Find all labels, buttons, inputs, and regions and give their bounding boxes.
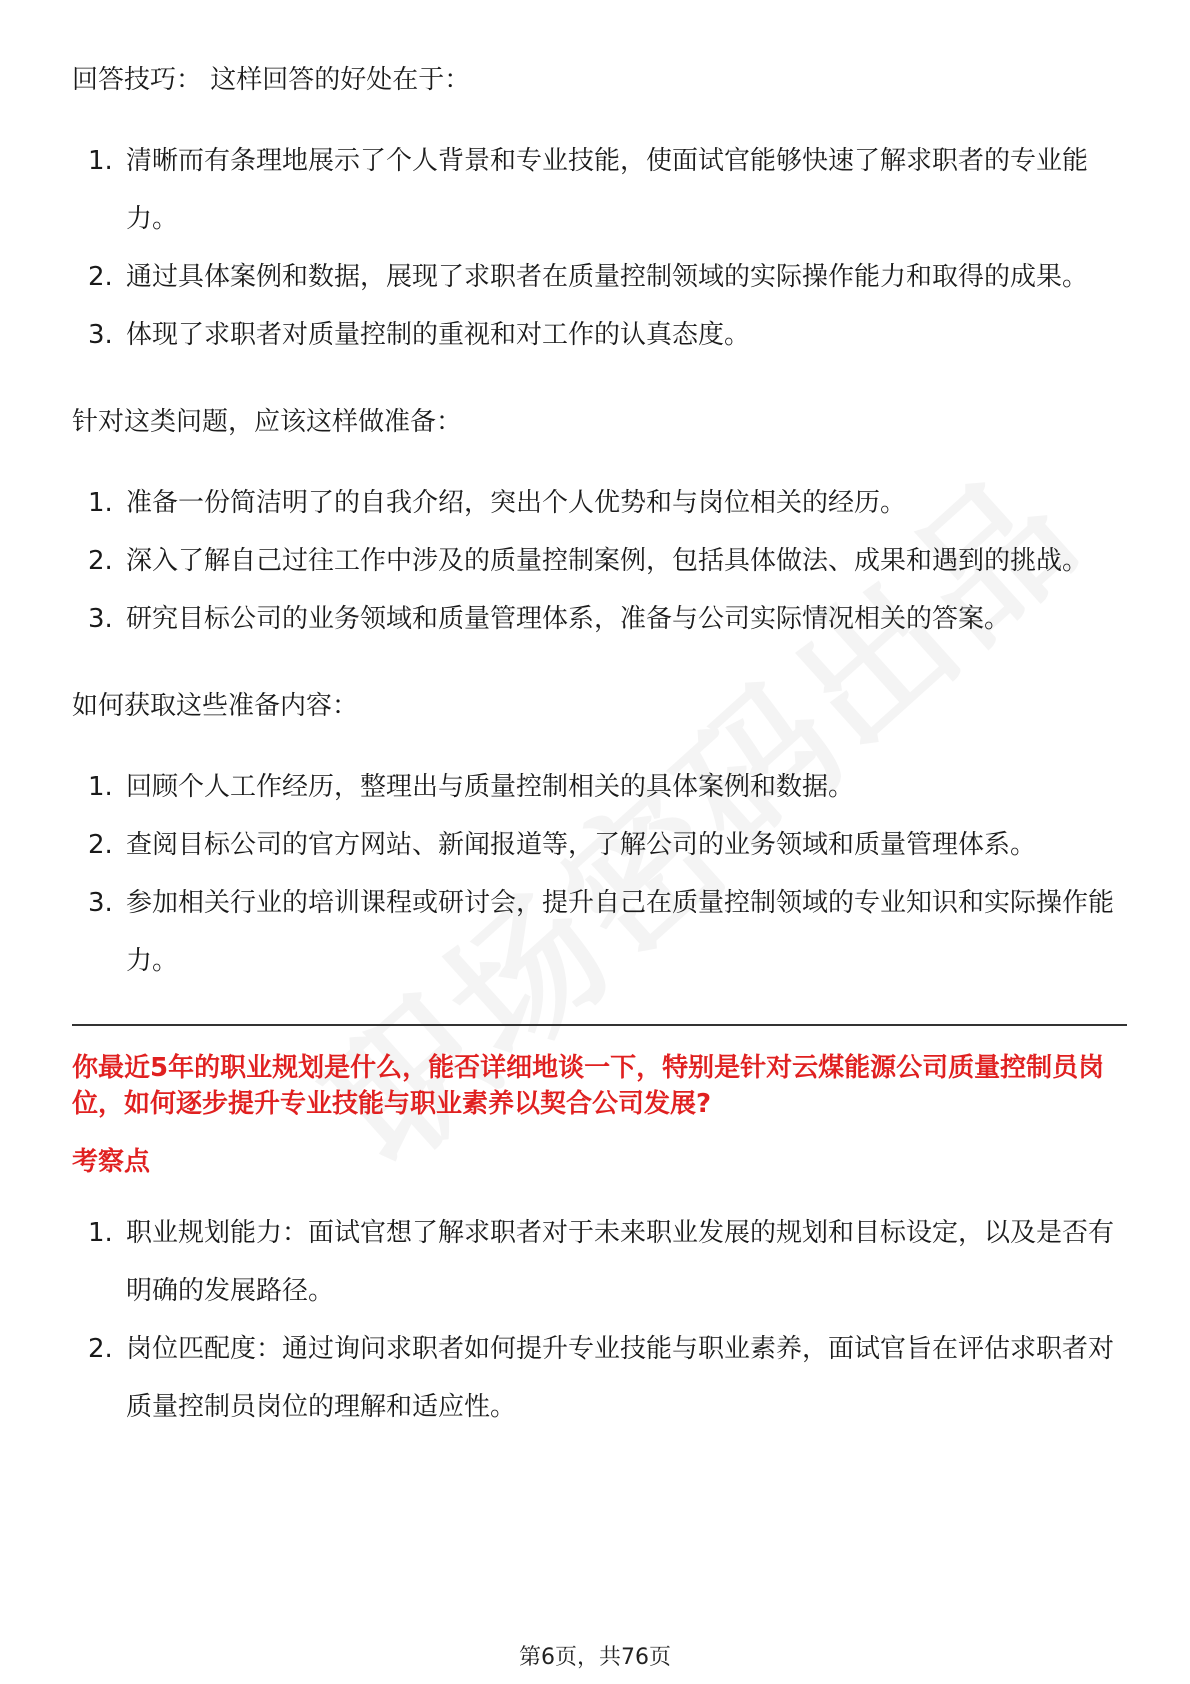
list-item: 2. 岗位匹配度：通过询问求职者如何提升专业技能与职业素养，面试官旨在评估求职者对质量控制员岗位的理解和适应性。 [88, 1334, 1115, 1422]
section3-list [72, 758, 1132, 990]
list-item: 3. 参加相关行业的培训课程或研讨会，提升自己在质量控制领域的专业知识和实际操作能力。 [88, 888, 1115, 976]
list-item: 1. 职业规划能力：面试官想了解求职者对于未来职业发展的规划和目标设定，以及是否有明确的发展路径。 [88, 1218, 1115, 1306]
section2-heading: 针对这类问题，应该这样做准备： [72, 407, 463, 437]
list-item: 1. 清晰而有条理地展示了个人背景和专业技能，使面试官能够快速了解求职者的专业能力。 [88, 146, 1089, 234]
section1-heading: 回答技巧： 这样回答的好处在于： [72, 65, 471, 95]
list-item: 1. 回顾个人工作经历，整理出与质量控制相关的具体案例和数据。 [88, 772, 855, 802]
list-item: 3. 体现了求职者对质量控制的重视和对工作的认真态度。 [88, 320, 751, 350]
section1-list [72, 132, 1132, 364]
list-item: 2. 深入了解自己过往工作中涉及的质量控制案例，包括具体做法、成果和遇到的挑战。 [88, 546, 1089, 576]
section-divider [72, 1024, 1127, 1026]
section3-heading: 如何获取这些准备内容： [72, 691, 359, 721]
list-item: 3. 研究目标公司的业务领域和质量管理体系，准备与公司实际情况相关的答案。 [88, 604, 1011, 634]
document-body [72, 56, 1132, 1470]
list-item: 2. 查阅目标公司的官方网站、新闻报道等，了解公司的业务领域和质量管理体系。 [88, 830, 1037, 860]
evaluation-points-list [72, 1204, 1132, 1436]
page-number: 第6页，共76页 [519, 1645, 671, 1670]
section2-list [72, 474, 1132, 648]
interview-question: 你最近5年的职业规划是什么，能否详细地谈一下，特别是针对云煤能源公司质量控制员岗位，如何逐步提升专业技能与职业素养以契合公司发展? [72, 1053, 1105, 1119]
list-item: 2. 通过具体案例和数据，展现了求职者在质量控制领域的实际操作能力和取得的成果。 [88, 262, 1089, 292]
list-item: 1. 准备一份简洁明了的自我介绍，突出个人优势和与岗位相关的经历。 [88, 488, 907, 518]
evaluation-points-heading: 考察点 [72, 1147, 151, 1177]
